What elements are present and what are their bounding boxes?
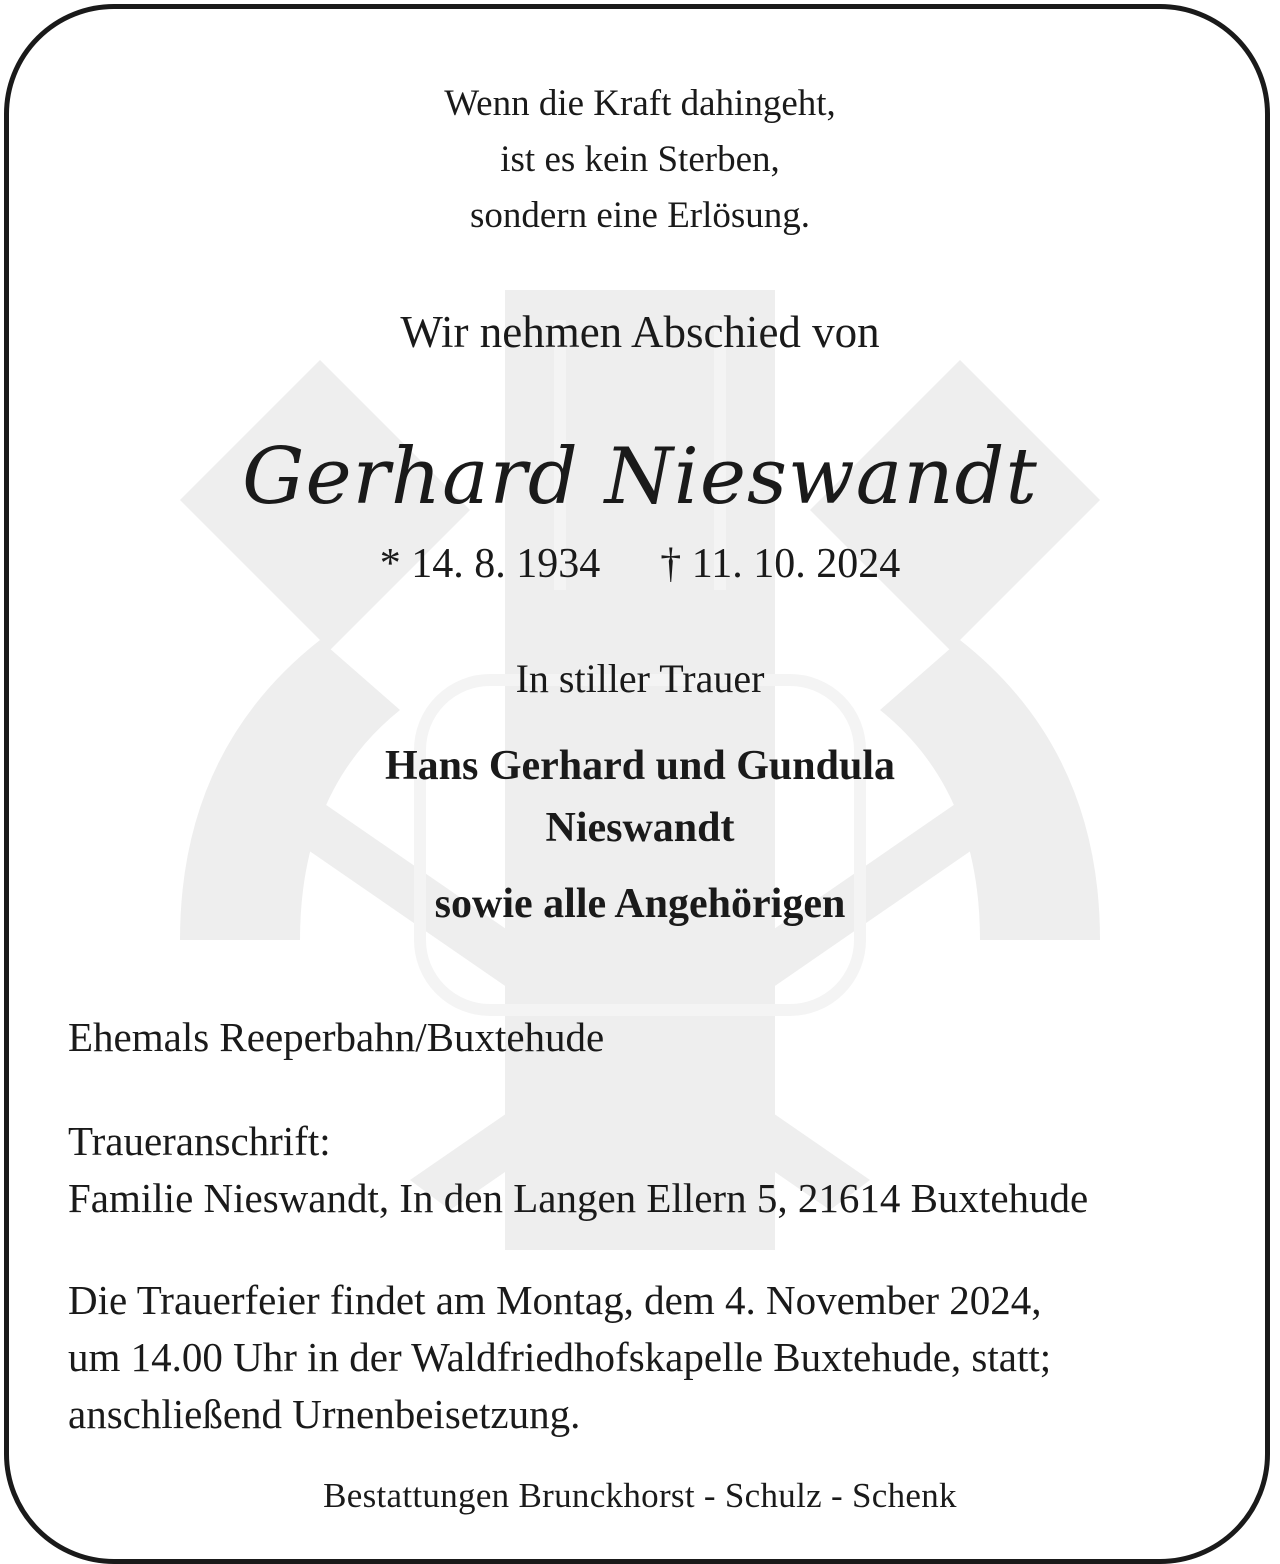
mourning-family [0,735,1280,859]
poem-line: sondern eine Erlösung. [469,195,811,236]
birth-date: * 14. 8. 1934 [379,541,601,587]
former-residence: Ehemals Reeperbahn/Buxtehude [68,1014,605,1060]
family-line: Hans Gerhard und Gundula [384,743,896,789]
ceremony-info [68,1272,1051,1443]
deceased-name: Gerhard Nieswandt [242,432,1038,522]
address-text: Familie Nieswandt, In den Langen Ellern 5, 21614 Buxtehude [68,1175,1089,1221]
mourning-lead: In stiller Trauer [515,656,765,701]
poem [0,76,1280,244]
ceremony-line: Die Trauerfeier findet am Montag, dem 4. November 2024, [68,1277,1042,1323]
mourning-address [68,1113,1088,1227]
poem-line: Wenn die Kraft dahingeht, [444,83,836,124]
life-dates [0,540,1280,588]
relatives-line: sowie alle Angehörigen [434,881,846,927]
address-label: Traueranschrift: [68,1118,331,1164]
ceremony-line: anschließend Urnenbeisetzung. [68,1391,581,1437]
funeral-home: Bestattungen Brunckhorst - Schulz - Schenk [323,1476,957,1515]
death-date: † 11. 10. 2024 [660,541,901,587]
ceremony-line: um 14.00 Uhr in der Waldfriedhofskapelle Buxtehude, statt; [68,1334,1052,1380]
poem-line: ist es kein Sterben, [500,139,780,180]
family-line: Nieswandt [545,805,735,851]
farewell-intro: Wir nehmen Abschied von [400,307,880,357]
